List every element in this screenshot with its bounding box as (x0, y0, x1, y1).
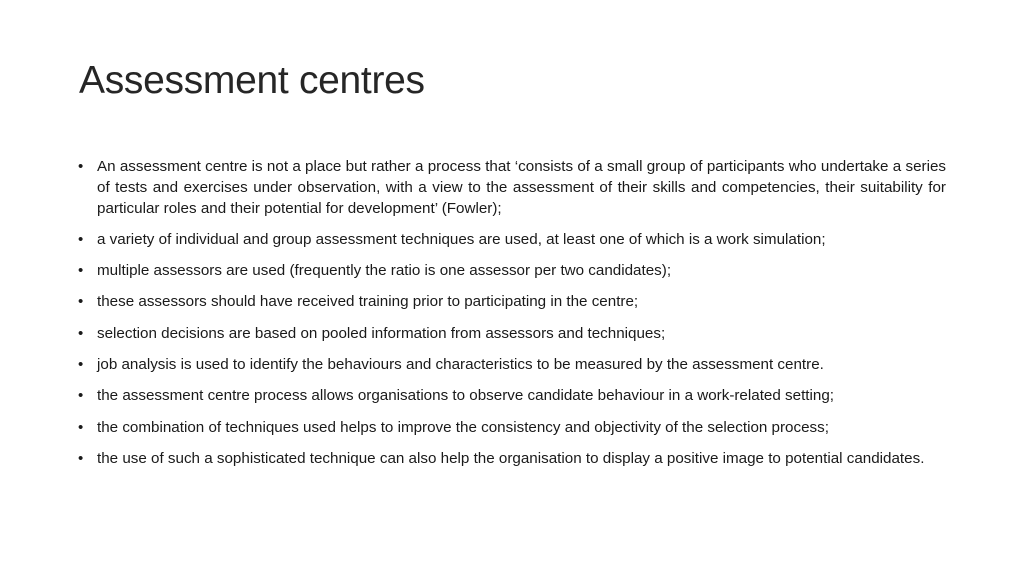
list-item-text: selection decisions are based on pooled information from assessors and techniques; (97, 324, 666, 342)
list-item-text: a variety of individual and group assessment techniques are used, at least one of which is a work simulation; (97, 230, 826, 248)
bullet-list (78, 157, 946, 480)
bullet-icon: • (78, 230, 84, 248)
bullet-icon: • (78, 356, 84, 374)
list-item (78, 418, 946, 439)
slide-title: Assessment centres (79, 59, 425, 102)
list-item (78, 449, 946, 470)
list-item-text: these assessors should have received training prior to participating in the centre; (97, 293, 639, 311)
list-item-text: the assessment centre process allows organisations to observe candidate behaviour in a work-related setting; (97, 387, 834, 405)
bullet-icon: • (78, 324, 84, 342)
list-item-text: job analysis is used to identify the behaviours and characteristics to be measured by the assessment centre. (97, 356, 824, 374)
list-item (78, 292, 946, 313)
list-item (78, 324, 946, 345)
bullet-icon: • (78, 293, 84, 311)
bullet-icon: • (78, 262, 84, 280)
bullet-icon: • (78, 418, 84, 436)
list-item (78, 157, 946, 219)
list-item (78, 355, 946, 376)
list-item (78, 386, 946, 407)
list-item (78, 261, 946, 282)
bullet-icon: • (78, 449, 84, 467)
list-item-text: An assessment centre is not a place but rather a process that ‘consists of a small group of participants who undertake a series of tests and exercises under observation, with a view to the assessment of their skills and competencies, their suitability for particular roles and their potential for development’ (Fowler); (97, 158, 946, 217)
list-item (78, 230, 946, 251)
list-item-text: the combination of techniques used helps to improve the consistency and objectivity of the selection process; (97, 418, 829, 436)
bullet-icon: • (78, 158, 84, 175)
list-item-text: multiple assessors are used (frequently the ratio is one assessor per two candidates); (97, 262, 672, 280)
bullet-icon: • (78, 387, 84, 405)
list-item-text: the use of such a sophisticated technique can also help the organisation to display a positive image to potential candidates. (97, 449, 925, 467)
